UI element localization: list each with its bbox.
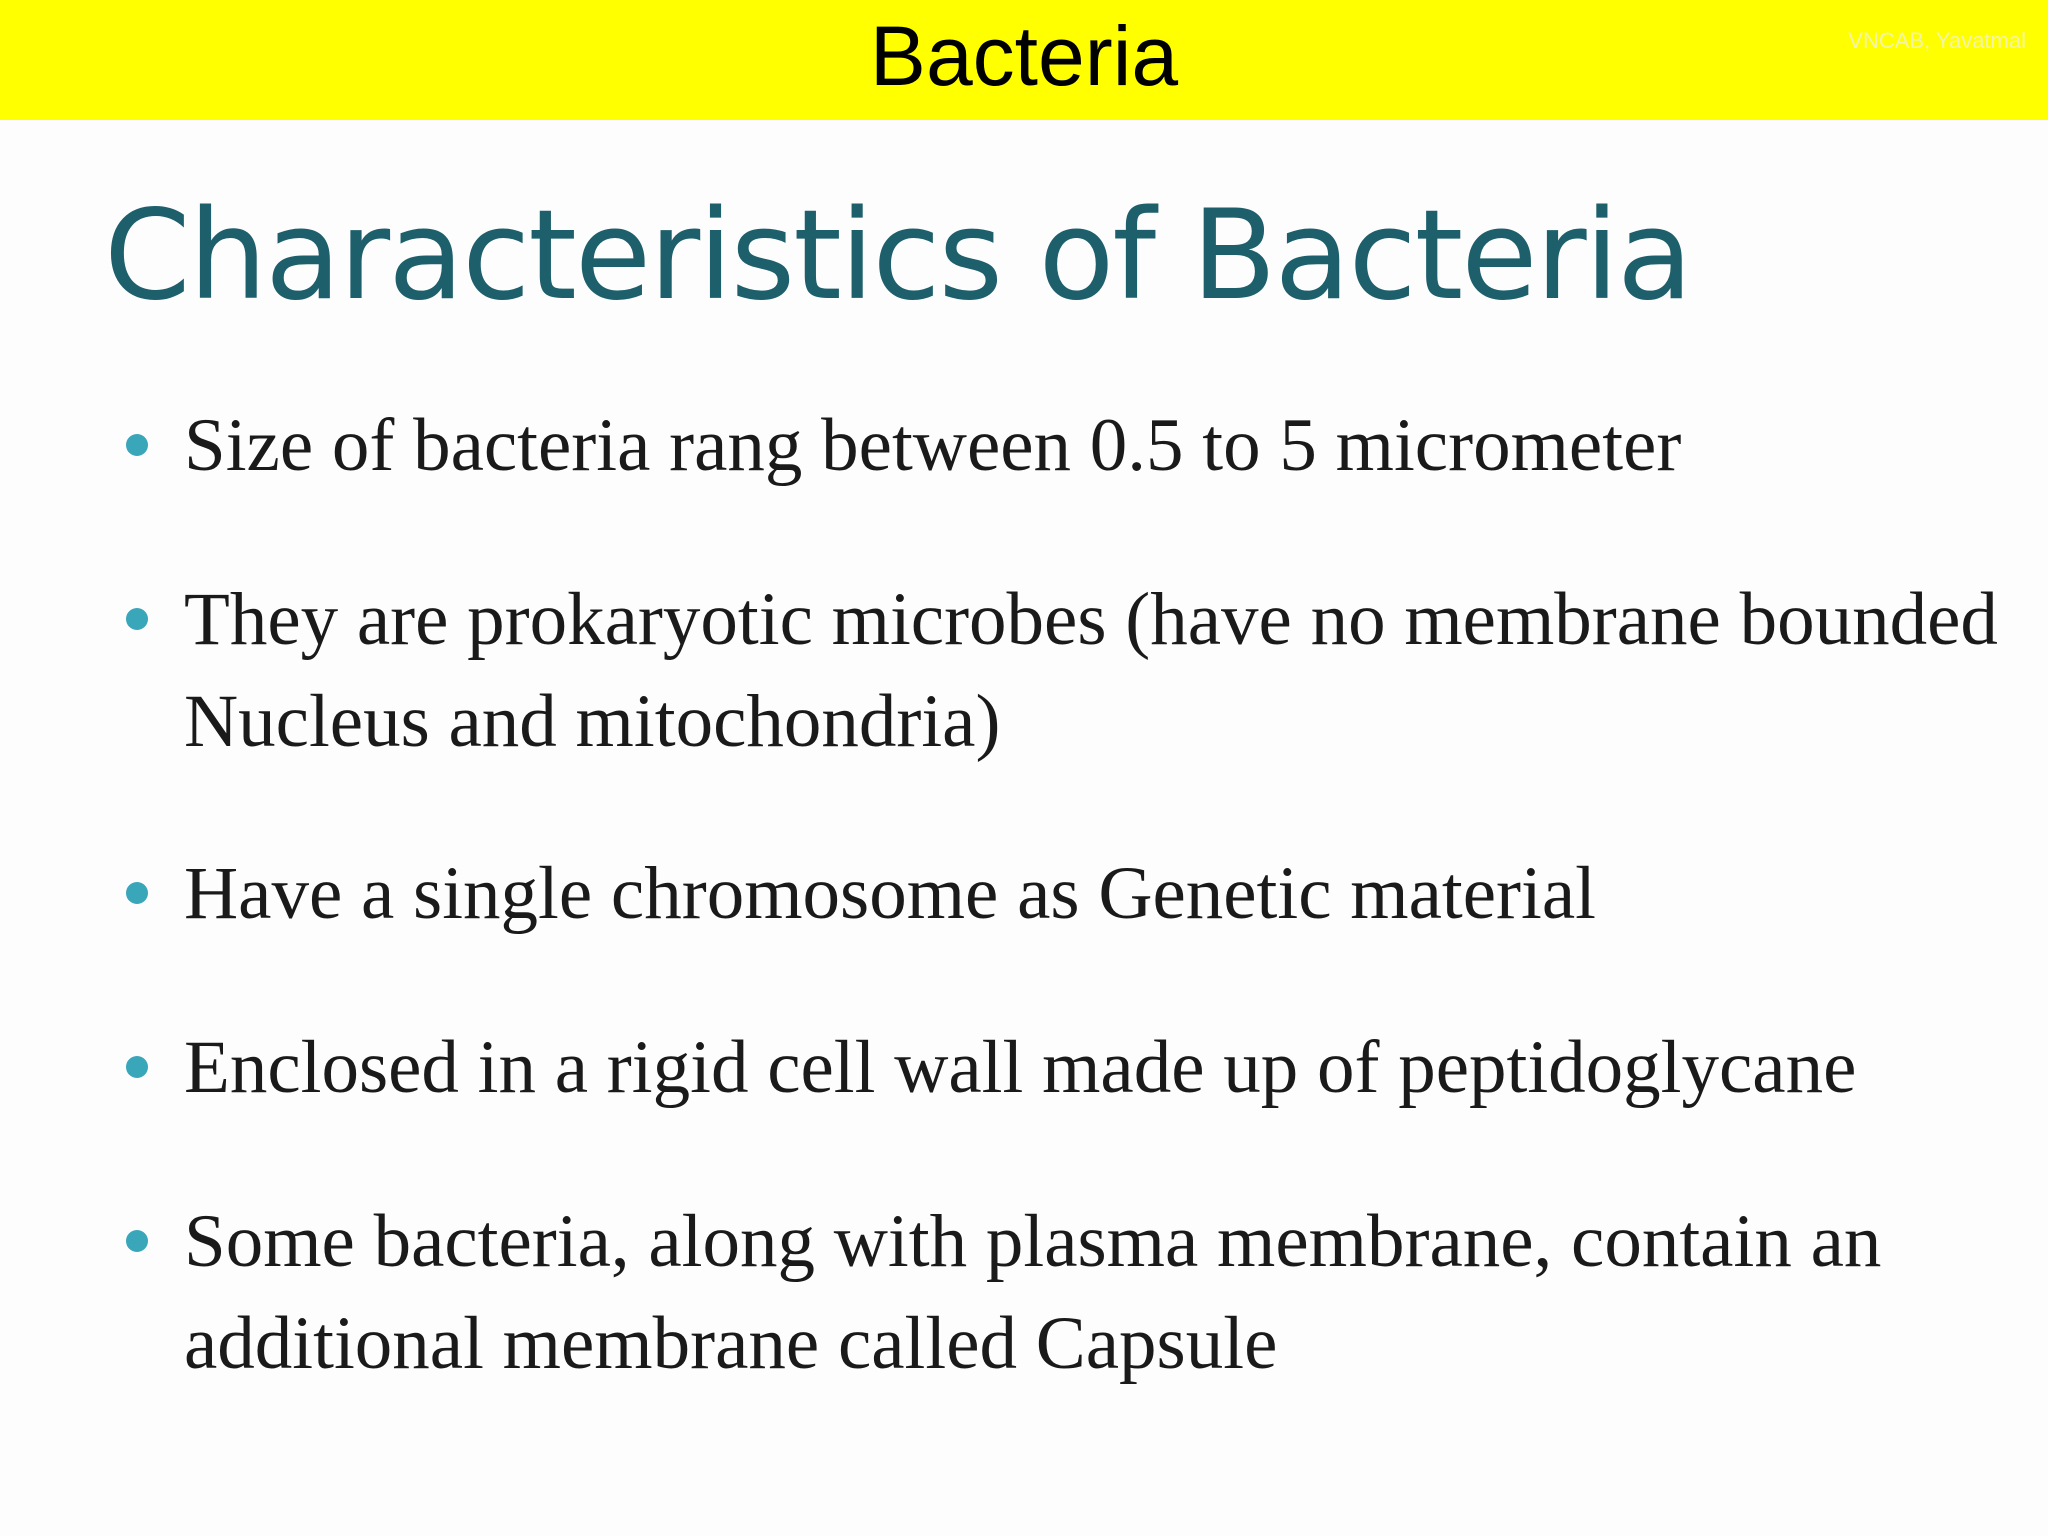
bullet-text: Enclosed in a rigid cell wall made up of peptidoglycane [184,1026,1857,1109]
bullet-item [126,569,2006,773]
bullet-text: Have a single chromosome as Genetic material [184,852,1596,935]
bullet-text: They are prokaryotic microbes (have no membrane bounded Nucleus and mitochondria) [184,578,1998,763]
bullet-dot-icon [126,882,148,904]
bullet-item [126,1191,2006,1395]
slide-title: Characteristics of Bacteria [104,184,1692,328]
bullet-list [126,395,2006,1465]
bullet-item [126,1017,2006,1119]
watermark-text: VNCAB, Yavatmal [1848,28,2026,53]
bullet-dot-icon [126,608,148,630]
bullet-item [126,843,2006,945]
bullet-text: Some bacteria, along with plasma membrane, contain an additional membrane called Capsule [184,1200,1882,1385]
bullet-dot-icon [126,434,148,456]
bullet-item [126,395,2006,497]
bullet-dot-icon [126,1056,148,1078]
bullet-dot-icon [126,1230,148,1252]
header-title: Bacteria [869,9,1179,103]
bullet-text: Size of bacteria rang between 0.5 to 5 micrometer [184,404,1682,487]
